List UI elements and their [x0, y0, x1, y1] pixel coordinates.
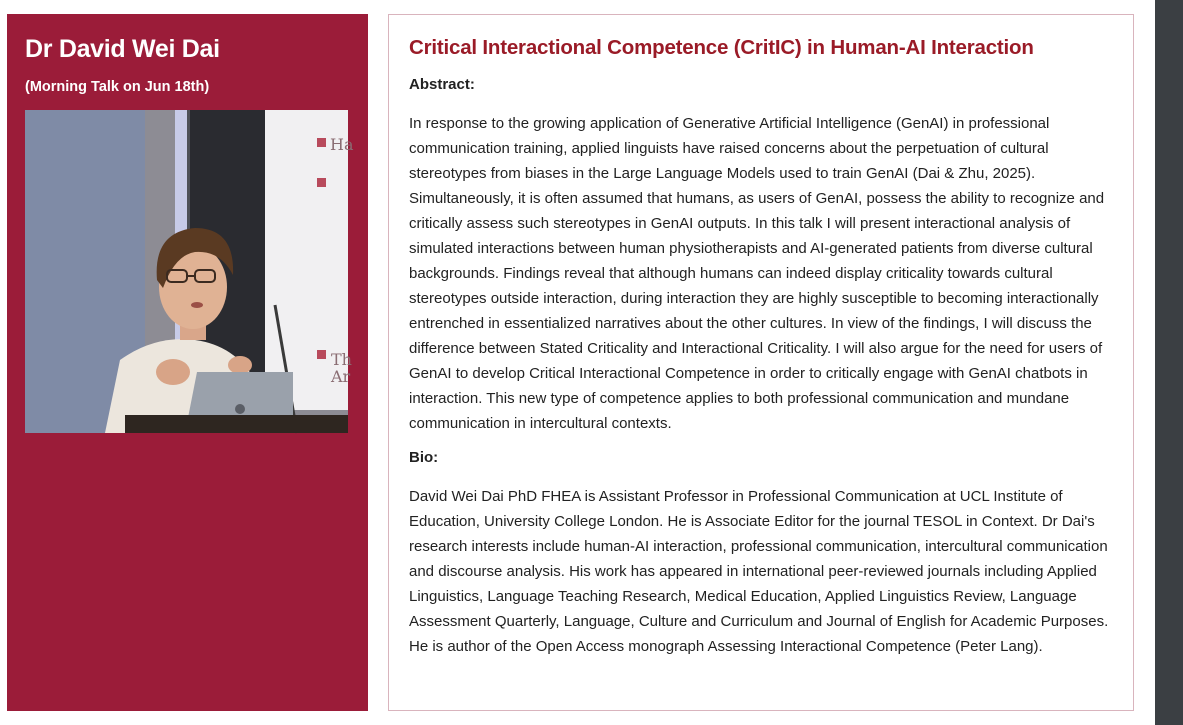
bio-text: David Wei Dai PhD FHEA is Assistant Professor in Professional Communication at UCL Institute of Education, University College London. He is Associate Editor for the journal TESOL in Context. Dr Dai's research interests include human-AI interaction, professional communication, intercultural communication and discourse analysis. His work has appeared in international peer-reviewed journals including Applied Linguistics, Language Teaching Research, Medical Education, Applied Linguistics Review, Language Assessment Quarterly, Language, Culture and Curriculum and Journal of English for Academic Purposes. He is author of the Open Access monograph Assessing Interactional Competence (Peter Lang).: [409, 488, 1109, 655]
bio-label: Bio:: [409, 449, 439, 466]
talk-note: (Morning Talk on Jun 18th): [25, 79, 210, 95]
speaker-panel: [7, 14, 368, 711]
svg-text:Th: Th: [331, 350, 352, 369]
scrollbar[interactable]: [1155, 0, 1183, 725]
talk-title: Critical Interactional Competence (CritIC) in Human-AI Interaction: [409, 36, 1034, 59]
talk-details-card: [388, 14, 1134, 711]
abstract-text: In response to the growing application of Generative Artificial Intelligence (GenAI) in professional communication training, applied linguists have raised concerns about the perpetuation of cultural stereotypes from biases in the Large Language Models used to train GenAI (Dai & Zhu, 2025). Simultaneously, it is often assumed that humans, as users of GenAI, possess the ability to recognize and critically assess such stereotypes in GenAI outputs. In this talk I will present interactional analysis of simulated interactions between human physiotherapists and AI-generated patients from diverse cultural backgrounds. Findings reveal that although humans can indeed display criticality towards cultural stereotypes outside interaction, during interaction they are highly susceptible to becoming interactionally entrenched in essentialized narratives about the other cultures. In view of the findings, I will discuss the difference between Stated Criticality and Interactional Criticality. I will also argue for the need for users of GenAI to develop Critical Interactional Competence in order to critically engage with GenAI chatbots in interaction. This new type of competence applies to both professional communication and mundane communication in intercultural contexts.: [409, 115, 1105, 432]
speaker-name: Dr David Wei Dai: [25, 35, 220, 63]
abstract-label: Abstract:: [409, 76, 475, 93]
speaker-photo: [25, 110, 354, 433]
svg-text:Ha: Ha: [330, 135, 354, 154]
svg-text:Ar: Ar: [331, 367, 351, 386]
